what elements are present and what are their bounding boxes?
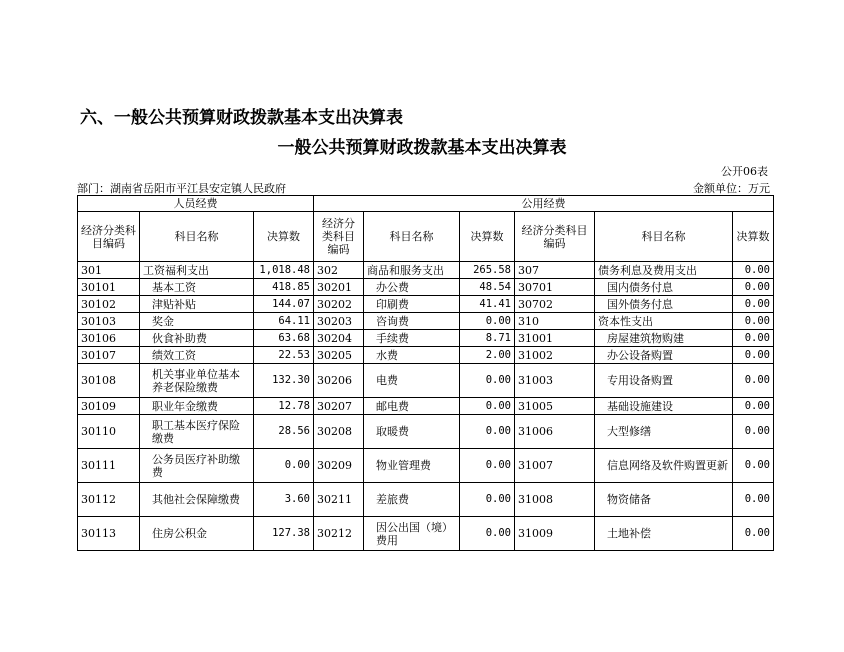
cell-goods-name: 邮电费 xyxy=(364,398,460,415)
table-row xyxy=(78,262,774,279)
header-personnel-name: 科目名称 xyxy=(140,212,254,262)
cell-personnel-name: 职工基本医疗保险缴费 xyxy=(140,415,254,449)
cell-other-name: 资本性支出 xyxy=(595,313,733,330)
cell-personnel-amount: 127.38 xyxy=(254,517,314,551)
header-other-code: 经济分类科目编码 xyxy=(515,212,595,262)
cell-other-amount: 0.00 xyxy=(733,415,774,449)
amount-unit-label: 金额单位：万元 xyxy=(693,182,770,195)
cell-other-name: 国外债务付息 xyxy=(595,296,733,313)
cell-personnel-amount: 418.85 xyxy=(254,279,314,296)
cell-goods-amount: 0.00 xyxy=(460,398,515,415)
table-row xyxy=(78,517,774,551)
cell-other-amount: 0.00 xyxy=(733,449,774,483)
cell-goods-amount: 0.00 xyxy=(460,313,515,330)
cell-goods-name: 取暖费 xyxy=(364,415,460,449)
cell-other-name: 物资储备 xyxy=(595,483,733,517)
cell-goods-name: 印刷费 xyxy=(364,296,460,313)
cell-personnel-name: 工资福利支出 xyxy=(140,262,254,279)
cell-goods-amount: 2.00 xyxy=(460,347,515,364)
header-goods-code: 经济分类科目编码 xyxy=(314,212,364,262)
cell-goods-code: 30211 xyxy=(314,483,364,517)
cell-goods-name: 咨询费 xyxy=(364,313,460,330)
table-row xyxy=(78,483,774,517)
table-row xyxy=(78,449,774,483)
header-goods-amount: 决算数 xyxy=(460,212,515,262)
cell-other-amount: 0.00 xyxy=(733,364,774,398)
cell-personnel-name: 其他社会保障缴费 xyxy=(140,483,254,517)
cell-other-amount: 0.00 xyxy=(733,483,774,517)
section-heading: 六、一般公共预算财政拨款基本支出决算表 xyxy=(80,108,403,128)
cell-goods-amount: 8.71 xyxy=(460,330,515,347)
cell-other-amount: 0.00 xyxy=(733,347,774,364)
cell-goods-name: 商品和服务支出 xyxy=(364,262,460,279)
cell-personnel-code: 30107 xyxy=(78,347,140,364)
cell-goods-code: 30208 xyxy=(314,415,364,449)
department-label: 部门：湖南省岳阳市平江县安定镇人民政府 xyxy=(77,182,286,195)
cell-other-code: 31009 xyxy=(515,517,595,551)
cell-other-name: 大型修缮 xyxy=(595,415,733,449)
cell-personnel-code: 30108 xyxy=(78,364,140,398)
cell-personnel-amount: 1,018.48 xyxy=(254,262,314,279)
cell-other-amount: 0.00 xyxy=(733,262,774,279)
table-title: 一般公共预算财政拨款基本支出决算表 xyxy=(277,138,567,158)
cell-goods-code: 30209 xyxy=(314,449,364,483)
cell-other-code: 30701 xyxy=(515,279,595,296)
cell-goods-name: 物业管理费 xyxy=(364,449,460,483)
table-row xyxy=(78,364,774,398)
header-goods-name: 科目名称 xyxy=(364,212,460,262)
cell-personnel-amount: 63.68 xyxy=(254,330,314,347)
cell-other-amount: 0.00 xyxy=(733,330,774,347)
cell-other-name: 土地补偿 xyxy=(595,517,733,551)
cell-personnel-amount: 3.60 xyxy=(254,483,314,517)
cell-goods-code: 30206 xyxy=(314,364,364,398)
cell-goods-amount: 0.00 xyxy=(460,415,515,449)
cell-goods-amount: 0.00 xyxy=(460,449,515,483)
budget-table xyxy=(77,195,774,551)
cell-other-amount: 0.00 xyxy=(733,313,774,330)
cell-personnel-code: 30106 xyxy=(78,330,140,347)
cell-personnel-amount: 12.78 xyxy=(254,398,314,415)
cell-goods-code: 30207 xyxy=(314,398,364,415)
table-row xyxy=(78,330,774,347)
cell-personnel-code: 30112 xyxy=(78,483,140,517)
cell-other-name: 房屋建筑物购建 xyxy=(595,330,733,347)
cell-goods-amount: 0.00 xyxy=(460,364,515,398)
cell-goods-name: 电费 xyxy=(364,364,460,398)
group-header-row xyxy=(78,196,774,212)
cell-goods-code: 30204 xyxy=(314,330,364,347)
cell-personnel-name: 住房公积金 xyxy=(140,517,254,551)
header-personnel-code: 经济分类科目编码 xyxy=(78,212,140,262)
cell-other-code: 30702 xyxy=(515,296,595,313)
cell-goods-amount: 0.00 xyxy=(460,517,515,551)
cell-other-name: 基础设施建设 xyxy=(595,398,733,415)
cell-other-name: 办公设备购置 xyxy=(595,347,733,364)
table-code: 公开06表 xyxy=(721,165,768,178)
cell-other-code: 31002 xyxy=(515,347,595,364)
cell-personnel-name: 机关事业单位基本养老保险缴费 xyxy=(140,364,254,398)
cell-personnel-code: 30109 xyxy=(78,398,140,415)
cell-other-amount: 0.00 xyxy=(733,296,774,313)
cell-personnel-name: 津贴补贴 xyxy=(140,296,254,313)
table-row xyxy=(78,347,774,364)
cell-personnel-amount: 28.56 xyxy=(254,415,314,449)
cell-goods-code: 302 xyxy=(314,262,364,279)
cell-personnel-amount: 0.00 xyxy=(254,449,314,483)
cell-goods-code: 30212 xyxy=(314,517,364,551)
cell-other-name: 专用设备购置 xyxy=(595,364,733,398)
group-public-header: 公用经费 xyxy=(314,196,774,212)
cell-other-name: 国内债务付息 xyxy=(595,279,733,296)
cell-personnel-code: 301 xyxy=(78,262,140,279)
cell-goods-amount: 41.41 xyxy=(460,296,515,313)
cell-personnel-code: 30102 xyxy=(78,296,140,313)
cell-other-amount: 0.00 xyxy=(733,517,774,551)
cell-other-code: 307 xyxy=(515,262,595,279)
group-personnel-header: 人员经费 xyxy=(78,196,314,212)
cell-other-amount: 0.00 xyxy=(733,279,774,296)
cell-other-code: 31005 xyxy=(515,398,595,415)
table-row xyxy=(78,279,774,296)
cell-other-code: 31007 xyxy=(515,449,595,483)
cell-other-name: 债务利息及费用支出 xyxy=(595,262,733,279)
header-personnel-amount: 决算数 xyxy=(254,212,314,262)
header-other-name: 科目名称 xyxy=(595,212,733,262)
cell-goods-code: 30205 xyxy=(314,347,364,364)
table-row xyxy=(78,398,774,415)
cell-goods-name: 水费 xyxy=(364,347,460,364)
table-row xyxy=(78,415,774,449)
cell-goods-name: 因公出国（境）费用 xyxy=(364,517,460,551)
cell-other-amount: 0.00 xyxy=(733,398,774,415)
cell-other-name: 信息网络及软件购置更新 xyxy=(595,449,733,483)
cell-personnel-code: 30113 xyxy=(78,517,140,551)
cell-personnel-amount: 132.30 xyxy=(254,364,314,398)
cell-personnel-name: 奖金 xyxy=(140,313,254,330)
cell-goods-name: 办公费 xyxy=(364,279,460,296)
cell-other-code: 31008 xyxy=(515,483,595,517)
cell-goods-amount: 265.58 xyxy=(460,262,515,279)
table-row xyxy=(78,313,774,330)
cell-personnel-amount: 64.11 xyxy=(254,313,314,330)
cell-personnel-code: 30111 xyxy=(78,449,140,483)
cell-goods-code: 30203 xyxy=(314,313,364,330)
cell-personnel-code: 30103 xyxy=(78,313,140,330)
table-row xyxy=(78,296,774,313)
cell-personnel-amount: 22.53 xyxy=(254,347,314,364)
cell-personnel-name: 公务员医疗补助缴费 xyxy=(140,449,254,483)
cell-goods-amount: 48.54 xyxy=(460,279,515,296)
cell-goods-name: 手续费 xyxy=(364,330,460,347)
cell-other-code: 310 xyxy=(515,313,595,330)
cell-goods-code: 30201 xyxy=(314,279,364,296)
cell-goods-name: 差旅费 xyxy=(364,483,460,517)
cell-other-code: 31003 xyxy=(515,364,595,398)
cell-personnel-code: 30110 xyxy=(78,415,140,449)
cell-personnel-name: 职业年金缴费 xyxy=(140,398,254,415)
cell-personnel-amount: 144.07 xyxy=(254,296,314,313)
cell-personnel-name: 伙食补助费 xyxy=(140,330,254,347)
cell-goods-amount: 0.00 xyxy=(460,483,515,517)
cell-other-code: 31006 xyxy=(515,415,595,449)
cell-personnel-name: 绩效工资 xyxy=(140,347,254,364)
cell-goods-code: 30202 xyxy=(314,296,364,313)
cell-personnel-name: 基本工资 xyxy=(140,279,254,296)
column-header-row xyxy=(78,212,774,262)
cell-personnel-code: 30101 xyxy=(78,279,140,296)
header-other-amount: 决算数 xyxy=(733,212,774,262)
cell-other-code: 31001 xyxy=(515,330,595,347)
